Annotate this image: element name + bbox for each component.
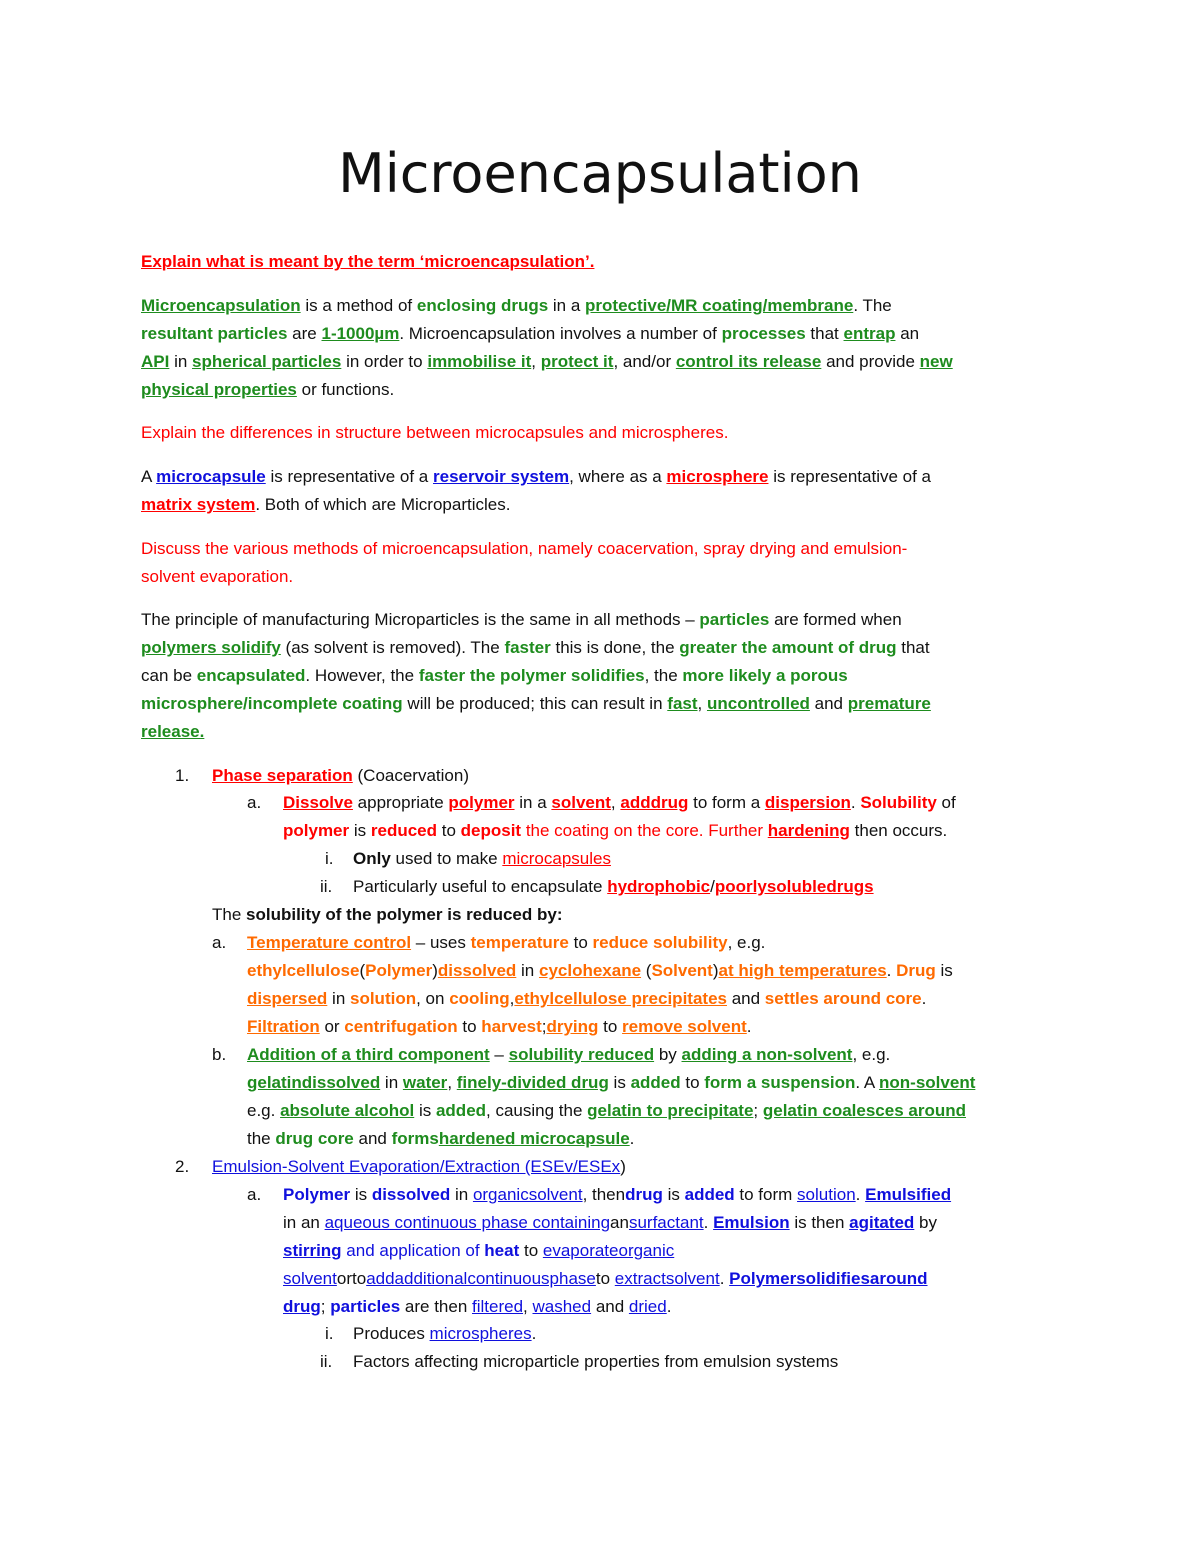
text: , e.g. [727, 933, 766, 952]
term: Filtration [247, 1017, 320, 1036]
temperature-line-3 [247, 985, 1067, 1013]
text: . [746, 1017, 752, 1036]
term: settles around core [764, 989, 922, 1008]
term: Solubility [860, 793, 937, 812]
term: gelatin to precipitate [587, 1101, 754, 1120]
text: in a [514, 793, 552, 812]
term: faster the polymer solidifies [418, 666, 645, 685]
text: , [531, 352, 541, 371]
section-1-item-a-i-text [353, 845, 1053, 873]
answer-1-line-2 [141, 320, 1066, 348]
term: drug [625, 1185, 663, 1204]
text: in [516, 961, 539, 980]
text: the [247, 1129, 276, 1148]
text: to [680, 1073, 705, 1092]
term: processes [721, 324, 806, 343]
term: surfactant [628, 1213, 704, 1232]
term: Solvent [651, 961, 713, 980]
text: e.g. [247, 1101, 281, 1120]
third-component-line-4 [247, 1125, 1067, 1153]
term: agitated [849, 1213, 915, 1232]
answer-2 [141, 463, 1066, 519]
term: cooling [449, 989, 510, 1008]
term: Addition of a third component [247, 1045, 490, 1064]
term: dispersed [247, 989, 328, 1008]
term: solution [797, 1185, 856, 1204]
text: to [598, 1017, 623, 1036]
term: ethylcellulose [247, 961, 360, 980]
text: Particularly useful to encapsulate [353, 877, 608, 896]
list-marker: i. [325, 849, 334, 868]
page-title: Microencapsulation [338, 142, 862, 205]
answer-3-line-5 [141, 718, 1066, 746]
text: is representative of a [265, 467, 433, 486]
text: . [666, 1297, 672, 1316]
reduced-by-text [212, 901, 1072, 929]
term: cyclohexane [538, 961, 642, 980]
text: . [886, 961, 897, 980]
text: ; [753, 1101, 763, 1120]
term: microspheres [429, 1324, 532, 1343]
text: are formed when [769, 610, 902, 629]
text: , the [644, 666, 683, 685]
term: microsphere/incomplete coating [141, 694, 403, 713]
answer-2-line-2 [141, 491, 1066, 519]
term: evaporateorganic [542, 1241, 675, 1260]
term: API [141, 352, 170, 371]
text: is [935, 961, 953, 980]
text: , [697, 694, 707, 713]
term: microsphere [666, 467, 769, 486]
term: Phase separation [212, 766, 353, 785]
list-marker: a. [247, 1185, 262, 1204]
term: Microencapsulation [141, 296, 301, 315]
question-2-text: Explain the differences in structure between microcapsules and microspheres. [141, 423, 729, 442]
term: gelatindissolved [247, 1073, 381, 1092]
text: ( [641, 961, 652, 980]
text: in [169, 352, 193, 371]
list-marker: b. [212, 1045, 227, 1064]
term: adding a non-solvent [681, 1045, 853, 1064]
term: release. [141, 722, 205, 741]
text: is [608, 1073, 631, 1092]
text: the coating on the core. [521, 821, 709, 840]
term: Temperature control [247, 933, 412, 952]
list-marker: 2. [175, 1157, 190, 1176]
third-component-line-3 [247, 1097, 1067, 1125]
term: physical properties [141, 380, 297, 399]
term: solvent [283, 1269, 337, 1288]
section-1-item-a-ii-text [353, 873, 1053, 901]
term: resultant particles [141, 324, 288, 343]
text: by [914, 1213, 938, 1232]
question-3 [141, 535, 1066, 591]
text: , [610, 793, 621, 812]
text: . Microencapsulation involves a number of [399, 324, 722, 343]
answer-1-line-1 [141, 292, 1066, 320]
text: in an [283, 1213, 325, 1232]
temperature-line-1 [247, 929, 1067, 957]
term: matrix system [141, 495, 256, 514]
text: / [710, 877, 715, 896]
section-1-item-a [283, 789, 1073, 845]
term: hardening [767, 821, 850, 840]
text: ) [432, 961, 438, 980]
list-marker: a. [212, 933, 227, 952]
text: or [319, 1017, 345, 1036]
text: Produces [353, 1324, 430, 1343]
text: and provide [821, 352, 920, 371]
text: . [850, 793, 861, 812]
term: at high temperatures [718, 961, 887, 980]
term: added [684, 1185, 735, 1204]
text: can be [141, 666, 197, 685]
term: organicsolvent [472, 1185, 583, 1204]
question-3-line-2: solvent evaporation. [141, 567, 294, 586]
text: in [380, 1073, 403, 1092]
text: appropriate [352, 793, 449, 812]
term: enclosing drugs [416, 296, 549, 315]
text: is [662, 1185, 685, 1204]
text: ( [359, 961, 366, 980]
text: or functions. [296, 380, 395, 399]
section-2-item-a-i-text [353, 1320, 1053, 1348]
text: (Coacervation) [352, 766, 469, 785]
third-component-line-2 [247, 1069, 1067, 1097]
text: then occurs. [849, 821, 948, 840]
term: poorlysolubledrugs [714, 877, 874, 896]
term: form a suspension [704, 1073, 856, 1092]
text: is representative of a [768, 467, 931, 486]
text: this is done, the [550, 638, 680, 657]
text: , where as a [569, 467, 667, 486]
text: is [414, 1101, 436, 1120]
term: drug [283, 1297, 321, 1316]
answer-3-line-1 [141, 606, 1066, 634]
answer-1-line-3 [141, 348, 1066, 376]
term: washed [532, 1297, 592, 1316]
text: ) [712, 961, 719, 980]
term: 1-1000µm [321, 324, 400, 343]
term: polymer [283, 821, 350, 840]
term: solubility reduced [508, 1045, 655, 1064]
temperature-line-2 [247, 957, 1067, 985]
text: to form a [688, 793, 765, 812]
answer-3-line-2 [141, 634, 1066, 662]
term: dispersion [764, 793, 851, 812]
section-2-item-a-line-3 [283, 1237, 1073, 1265]
term: Emulsion-Solvent Evaporation/Extraction (ESEv/ESEx [212, 1157, 621, 1176]
term: gelatin coalesces around [762, 1101, 966, 1120]
text: used to make [390, 849, 503, 868]
text: by [654, 1045, 682, 1064]
text: , [447, 1073, 457, 1092]
text: and [726, 989, 765, 1008]
term: protect it [540, 352, 614, 371]
list-marker: 1. [175, 766, 190, 785]
term: protective/MR coating/membrane [585, 296, 854, 315]
question-3-line-1: Discuss the various methods of microencapsulation, namely coacervation, spray drying and emulsion- [141, 539, 908, 558]
term: non-solvent [879, 1073, 976, 1092]
text: to [437, 821, 461, 840]
list-marker: ii. [320, 1352, 333, 1371]
third-component-line-1 [247, 1041, 1067, 1069]
text: . However, the [305, 666, 419, 685]
term: dissolved [371, 1185, 451, 1204]
text: and [591, 1297, 629, 1316]
term: temperature [470, 933, 569, 952]
text: The [212, 905, 247, 924]
section-2-heading-text [212, 1153, 1072, 1181]
text: and application of [341, 1241, 485, 1260]
term: absolute alcohol [280, 1101, 415, 1120]
term: forms [391, 1129, 439, 1148]
answer-2-line-1 [141, 463, 1066, 491]
section-2-item-a-line-4 [283, 1265, 1073, 1293]
text: – [489, 1045, 509, 1064]
list-marker: i. [325, 1324, 334, 1343]
term: harvest [481, 1017, 542, 1036]
term: Drug [896, 961, 936, 980]
term: Emulsion [713, 1213, 790, 1232]
text: , causing the [486, 1101, 588, 1120]
term: fast [667, 694, 698, 713]
term: deposit [460, 821, 522, 840]
text: is [350, 1185, 372, 1204]
text: , [523, 1297, 533, 1316]
term: water [402, 1073, 448, 1092]
term: dried [628, 1297, 667, 1316]
term: remove solvent [622, 1017, 747, 1036]
text: to [457, 1017, 482, 1036]
text: . [855, 1185, 866, 1204]
term: immobilise it [427, 352, 532, 371]
term: reservoir system [433, 467, 570, 486]
term: solution [350, 989, 417, 1008]
term: heat [484, 1241, 520, 1260]
text: – uses [411, 933, 471, 952]
question-1-text: Explain what is meant by the term ‘microencapsulation’. [141, 252, 595, 271]
term: more likely a porous [682, 666, 848, 685]
term: Polymer [365, 961, 433, 980]
term: drying [546, 1017, 599, 1036]
text: . [531, 1324, 537, 1343]
text: an [895, 324, 920, 343]
term: Polymer [283, 1185, 351, 1204]
term: entrap [843, 324, 896, 343]
term: spherical particles [192, 352, 342, 371]
text: , [509, 989, 515, 1008]
term: added [435, 1101, 487, 1120]
text: , and/or [613, 352, 676, 371]
text: The principle of manufacturing Microparticles is the same in all methods – [141, 610, 700, 629]
term: ethylcellulose precipitates [514, 989, 727, 1008]
text: that [805, 324, 844, 343]
term: filtered [472, 1297, 524, 1316]
term: particles [330, 1297, 401, 1316]
temperature-line-4 [247, 1013, 1067, 1041]
section-1-item-a-line-2 [283, 817, 1073, 845]
section-2-item-a-line-2 [283, 1209, 1073, 1237]
term: polymer [448, 793, 515, 812]
term: stirring [283, 1241, 342, 1260]
third-component-item [247, 1041, 1067, 1153]
text: ; [320, 1297, 331, 1316]
text: . A [855, 1073, 880, 1092]
term: finely-divided drug [456, 1073, 609, 1092]
text: to [595, 1269, 615, 1288]
term: dissolved [437, 961, 517, 980]
temperature-item [247, 929, 1067, 1041]
term: centrifugation [344, 1017, 458, 1036]
text: to [352, 1269, 367, 1288]
text: to [568, 933, 593, 952]
term: microcapsule [156, 467, 266, 486]
text: A [141, 467, 157, 486]
text: Further [708, 821, 768, 840]
text: that [896, 638, 930, 657]
term: Emulsified [865, 1185, 952, 1204]
text: , e.g. [852, 1045, 891, 1064]
text: in a [548, 296, 586, 315]
text: ) [620, 1157, 626, 1176]
text: (as solvent is removed). The [280, 638, 505, 657]
text: in [327, 989, 350, 1008]
text: is a method of [300, 296, 417, 315]
answer-1-line-4 [141, 376, 1066, 404]
term: control its release [675, 352, 822, 371]
text: . [719, 1269, 730, 1288]
term: Dissolve [283, 793, 353, 812]
text: of [936, 793, 956, 812]
text: and [809, 694, 848, 713]
section-2-item-a [283, 1181, 1073, 1321]
text: will be produced; this can result in [402, 694, 668, 713]
section-1-heading-text [212, 762, 1072, 790]
text: in order to [341, 352, 428, 371]
text: . [629, 1129, 635, 1148]
term: Only [353, 849, 391, 868]
term: hardened microcapsule [438, 1129, 630, 1148]
text: to [519, 1241, 543, 1260]
text: . Both of which are Microparticles. [255, 495, 511, 514]
text: an [610, 1213, 629, 1232]
term: addadditionalcontinuousphase [366, 1269, 596, 1288]
term: greater the amount of drug [679, 638, 897, 657]
term: Polymersolidifiesaround [729, 1269, 928, 1288]
term: reduce solubility [592, 933, 728, 952]
text: in [450, 1185, 473, 1204]
answer-3 [141, 606, 1066, 746]
term: microcapsules [502, 849, 611, 868]
term: solubility of the polymer is reduced by: [246, 905, 563, 924]
text: is then [789, 1213, 850, 1232]
term: adddrug [620, 793, 689, 812]
text: , on [416, 989, 450, 1008]
term: drug core [275, 1129, 354, 1148]
term: particles [699, 610, 770, 629]
answer-3-line-4 [141, 690, 1066, 718]
term: added [630, 1073, 681, 1092]
text: . The [853, 296, 892, 315]
list-marker: a. [247, 793, 262, 812]
term: premature [847, 694, 931, 713]
term: faster [504, 638, 551, 657]
term: solvent [551, 793, 611, 812]
term: new [919, 352, 953, 371]
term: reduced [370, 821, 438, 840]
answer-3-line-3 [141, 662, 1066, 690]
section-1-item-a-line-1 [283, 789, 1073, 817]
section-2-item-a-line-5 [283, 1293, 1073, 1321]
text: are then [400, 1297, 472, 1316]
section-2-item-a-ii-text: Factors affecting microparticle properties from emulsion systems [353, 1352, 839, 1371]
answer-1 [141, 292, 1066, 404]
text: and [353, 1129, 392, 1148]
text: or [336, 1269, 352, 1288]
term: aqueous continuous phase containing [324, 1213, 611, 1232]
text: . [921, 989, 927, 1008]
text: to form [734, 1185, 798, 1204]
term: polymers solidify [141, 638, 281, 657]
text: are [287, 324, 322, 343]
term: extractsolvent [614, 1269, 720, 1288]
text: . [703, 1213, 714, 1232]
term: uncontrolled [706, 694, 810, 713]
text: ; [541, 1017, 547, 1036]
list-marker: ii. [320, 877, 333, 896]
text: is [349, 821, 371, 840]
term: hydrophobic [607, 877, 711, 896]
text: , then [582, 1185, 626, 1204]
term: encapsulated [196, 666, 306, 685]
section-2-item-a-line-1 [283, 1181, 1073, 1209]
